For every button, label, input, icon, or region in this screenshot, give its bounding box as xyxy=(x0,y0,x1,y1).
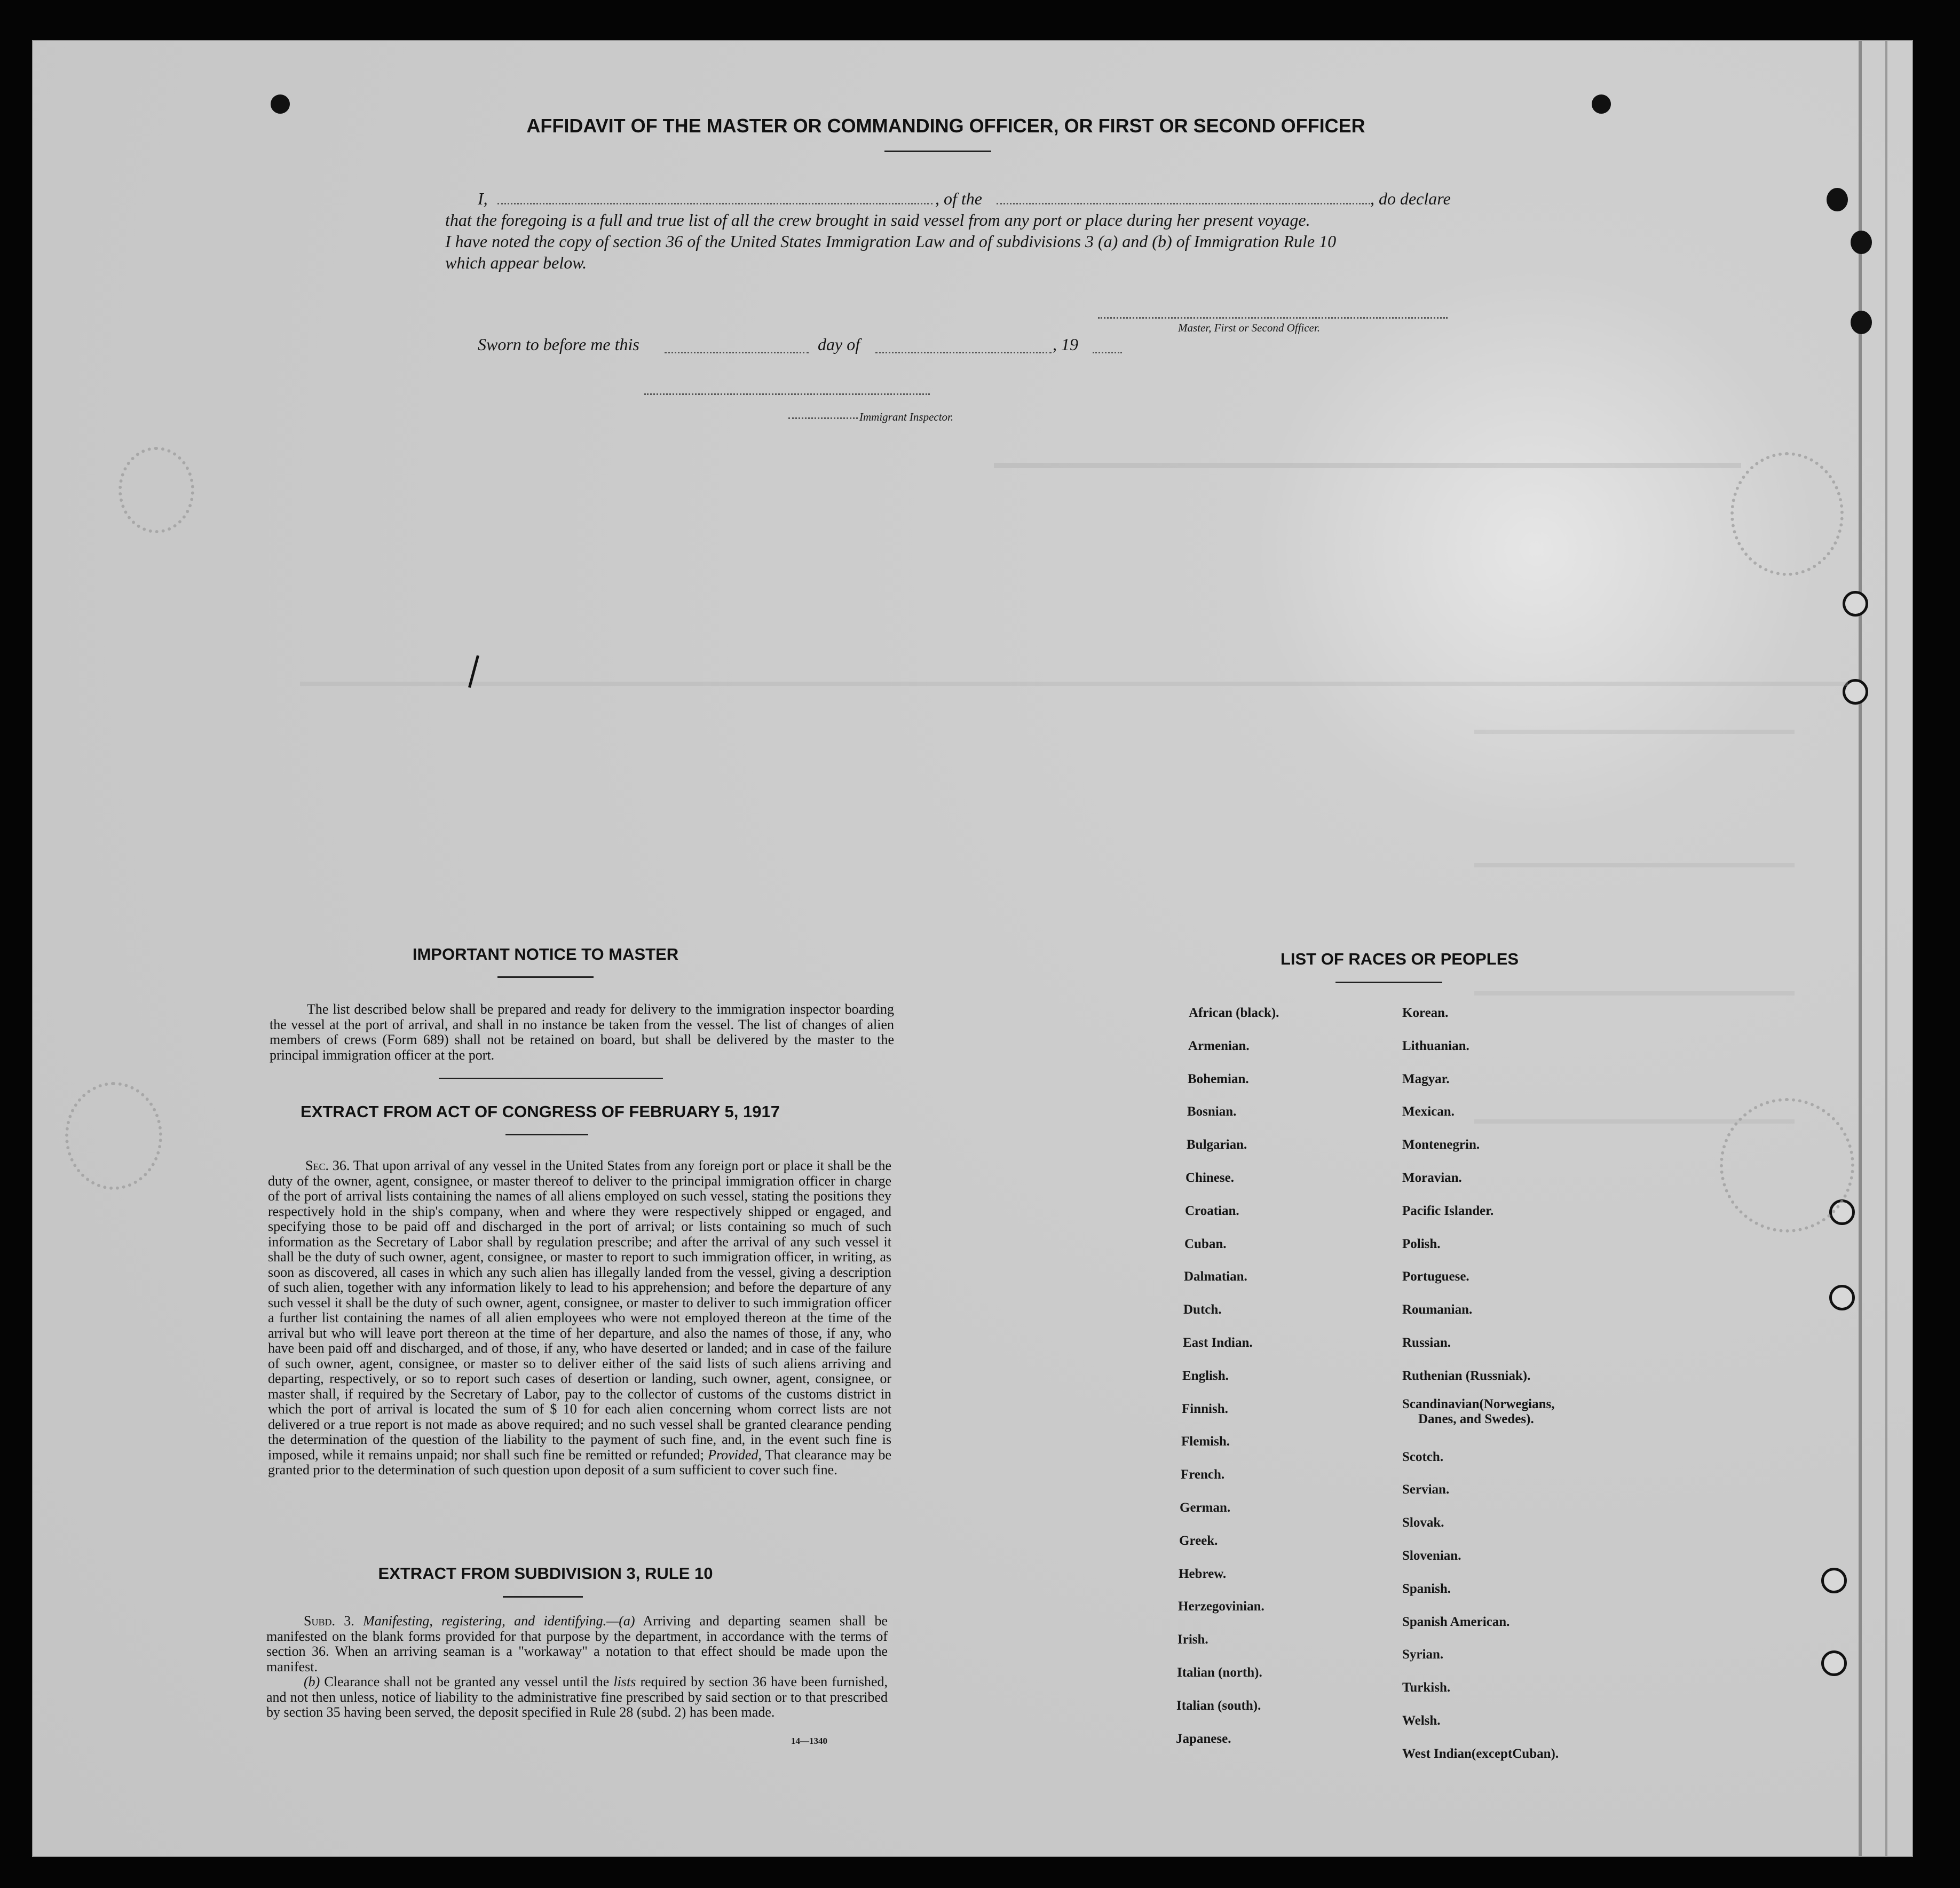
binder-hole xyxy=(1843,591,1868,617)
race-item: Ruthenian (Russniak). xyxy=(1402,1368,1531,1383)
rule-divider xyxy=(503,1596,583,1598)
race-item: Scotch. xyxy=(1402,1449,1444,1464)
rule-extract-title: EXTRACT FROM SUBDIVISION 3, RULE 10 xyxy=(378,1564,713,1583)
race-item: Moravian. xyxy=(1402,1170,1462,1185)
race-item: Cuban. xyxy=(1184,1236,1227,1251)
race-item: Hebrew. xyxy=(1179,1566,1227,1581)
race-item: Lithuanian. xyxy=(1402,1038,1469,1053)
inspector-label-leader[interactable] xyxy=(788,417,858,419)
sworn-year-label: , 19 xyxy=(1053,335,1078,354)
faded-stamp xyxy=(1720,1098,1854,1233)
notice-text xyxy=(270,1002,894,1063)
binder-hole xyxy=(1851,231,1872,254)
race-item: Bohemian. xyxy=(1188,1071,1249,1086)
race-item: Japanese. xyxy=(1176,1731,1231,1746)
race-item: Dutch. xyxy=(1183,1302,1222,1317)
page-edge-strip xyxy=(1885,41,1887,1856)
binder-hole xyxy=(1827,188,1848,211)
sworn-day-label: day of xyxy=(818,335,860,354)
bleed-through-row xyxy=(1474,863,1795,867)
race-item: African (black). xyxy=(1189,1006,1279,1020)
bleed-through-row xyxy=(1474,991,1795,996)
subd-heading: Manifesting, registering, and identifying.—(a) xyxy=(363,1613,635,1629)
race-item: Armenian. xyxy=(1188,1038,1250,1053)
bleed-through-row xyxy=(1474,730,1795,734)
race-item: Flemish. xyxy=(1181,1434,1230,1449)
name-field[interactable] xyxy=(497,203,932,204)
race-item: Spanish American. xyxy=(1402,1614,1510,1629)
binder-hole xyxy=(1829,1285,1855,1310)
affidavit-of-the-label: , of the xyxy=(935,189,982,208)
sworn-month-field[interactable] xyxy=(875,352,1052,353)
race-item: Herzegovinian. xyxy=(1178,1599,1264,1614)
provided-label: Provided, xyxy=(708,1447,762,1463)
race-item: Servian. xyxy=(1402,1482,1450,1497)
subd-label: Subd. 3. xyxy=(304,1613,354,1629)
race-item: West Indian(exceptCuban). xyxy=(1402,1746,1559,1761)
rule-extract-text xyxy=(266,1614,888,1720)
binder-hole xyxy=(1821,1650,1847,1676)
race-item: Bulgarian. xyxy=(1187,1137,1247,1152)
affidavit-line-3: I have noted the copy of section 36 of the United States Immigration Law and of subdivisions 3 (a) and (b) of Immigration Rule 10 xyxy=(445,232,1337,251)
section-divider xyxy=(439,1078,663,1079)
race-item: Magyar. xyxy=(1402,1071,1450,1086)
sworn-year-field[interactable] xyxy=(1093,352,1122,353)
affidavit-line-2: that the foregoing is a full and true list of all the crew brought in said vessel from any port or place during her present voyage. xyxy=(445,210,1310,230)
subd-b-text-2: required by section 36 have been furnished, and not then unless, notice of liability to the administrative fine prescribed by said section or to that prescribed by section 35 having been served, the deposit specified in Rule 28 (subd. 2) has been made. xyxy=(266,1674,888,1720)
race-item: Italian (south). xyxy=(1176,1698,1261,1713)
race-item: Roumanian. xyxy=(1402,1302,1473,1317)
subd-a-text: Arriving and departing seamen shall be manifested on the blank forms provided for that purpose by the department, in accordance with the terms of section 36. When an arriving seaman is a "workaway" a notation to that effect should be made upon the manifest. xyxy=(266,1613,888,1674)
races-column-1 xyxy=(1176,997,1279,1755)
race-item: French. xyxy=(1181,1467,1225,1482)
race-item: Scandinavian(Norwegians, xyxy=(1402,1396,1555,1411)
sworn-date-field[interactable] xyxy=(665,352,809,353)
race-item: Chinese. xyxy=(1186,1170,1234,1185)
race-item: Polish. xyxy=(1402,1236,1441,1251)
provided-text: That clearance may be granted prior to the determination of such question upon deposit of a sum sufficient to cover such fine. xyxy=(268,1447,892,1478)
race-item: Slovenian. xyxy=(1402,1548,1461,1563)
affidavit-title: AFFIDAVIT OF THE MASTER OR COMMANDING OFFICER, OR FIRST OR SECOND OFFICER xyxy=(526,115,1365,137)
vessel-field[interactable] xyxy=(997,203,1370,204)
notice-divider xyxy=(497,976,594,978)
race-item: Irish. xyxy=(1177,1632,1208,1647)
act-extract-title: EXTRACT FROM ACT OF CONGRESS OF FEBRUARY 5, 1917 xyxy=(301,1102,780,1121)
race-item: Greek. xyxy=(1179,1533,1218,1548)
binder-hole xyxy=(271,94,290,114)
form-code: 14—1340 xyxy=(791,1736,827,1746)
affidavit-i-label: I, xyxy=(478,189,488,208)
race-item: Bosnian. xyxy=(1187,1104,1237,1119)
notice-paragraph: The list described below shall be prepared and ready for delivery to the immigration inspector boarding the vessel at the port of arrival, and shall in no instance be taken from the vessel. The list of changes of alien members of crews (Form 689) shall not be retained on board, but shall be delivered by the master to the principal immigration officer at the port. xyxy=(270,1001,894,1063)
race-item: Turkish. xyxy=(1402,1680,1451,1695)
races-title: LIST OF RACES OR PEOPLES xyxy=(1280,950,1519,968)
affidavit-declare-label: , do declare xyxy=(1370,189,1451,208)
race-item: English. xyxy=(1182,1368,1229,1383)
races-divider xyxy=(1335,982,1442,983)
races-column-2 xyxy=(1402,997,1559,1771)
race-item: Korean. xyxy=(1402,1006,1449,1020)
race-item: Croatian. xyxy=(1185,1203,1239,1218)
document-page xyxy=(32,40,1913,1857)
race-item: Finnish. xyxy=(1182,1401,1228,1416)
race-item: Syrian. xyxy=(1402,1647,1444,1662)
sec-label: Sec. 36. xyxy=(305,1158,350,1173)
race-item: Italian (north). xyxy=(1177,1665,1262,1680)
race-item: Welsh. xyxy=(1402,1713,1441,1728)
sworn-label: Sworn to before me this xyxy=(478,335,639,354)
inspector-signature-field[interactable] xyxy=(644,393,930,395)
act-extract-text xyxy=(268,1158,891,1478)
subd-b-text-1: Clearance shall not be granted any vessel until the xyxy=(324,1674,610,1689)
race-item: Slovak. xyxy=(1402,1515,1444,1530)
race-item: Dalmatian. xyxy=(1184,1269,1247,1284)
faded-stamp xyxy=(1730,452,1844,576)
affidavit-line-4: which appear below. xyxy=(445,253,587,272)
race-item: Russian. xyxy=(1402,1335,1451,1350)
signature-field[interactable] xyxy=(1098,317,1448,319)
inspector-label: Immigrant Inspector. xyxy=(859,410,954,423)
race-item: German. xyxy=(1180,1500,1231,1515)
race-item: Portuguese. xyxy=(1402,1269,1469,1284)
race-item: Montenegrin. xyxy=(1402,1137,1480,1152)
race-item: Spanish. xyxy=(1402,1581,1451,1596)
subd-b-lists: lists xyxy=(613,1674,636,1689)
binder-hole xyxy=(1821,1568,1847,1593)
race-item: East Indian. xyxy=(1183,1335,1253,1350)
binder-hole xyxy=(1851,311,1872,334)
act-divider xyxy=(505,1134,588,1135)
bleed-through-row xyxy=(994,463,1741,468)
sec-36-text: That upon arrival of any vessel in the United States from any foreign port or place it shall be the duty of the owner, agent, consignee, or master thereof to deliver to the principal immigration officer in charge of the port of arrival lists containing the names of all aliens employed on such vessel, stating the positions they respectively hold in the ship's company, when and where they were respectively shipped or engaged, and specifying those to be paid off and discharged in the port of arrival; or lists containing so much of such information as the Secretary of Labor shall by regulation prescribe; and after the arrival of any such vessel it shall be the duty of such owner, agent, consignee, or master to report to such immigration officer, in writing, as soon as discovered, all cases in which any such alien has illegally landed from the vessel, giving a description of such alien, together with any information likely to lead to his apprehension; and before the departure of any such vessel it shall be the duty of such owner, agent, consignee, or master to deliver to such immigration officer a further list containing the names of all alien employees who were not employed thereon at the time of the arrival but who will leave port thereon at the time of her departure, and also the names of those, if any, who have been paid off and discharged, and of those, if any, who have deserted or landed; and in case of the failure of such owner, agent, consignee, or master so to deliver either of the said lists of such aliens arriving and departing, respectively, or so to report such cases of desertion or landing, such owner, agent, consignee, or master shall, if required by the Secretary of Labor, pay to the collector of customs of the customs district in which the port of arrival is located the sum of $ 10 for each alien concerning whom correct lists are not delivered or a true report is not made as above required; and no such vessel shall be granted clearance pending the determination of the question of the liability to the payment of such fine, and, in the event such fine is imposed, while it remains unpaid; nor shall such fine be remitted or refunded; xyxy=(268,1158,892,1463)
bleed-through-row xyxy=(300,682,1848,686)
race-item: Danes, and Swedes). xyxy=(1418,1411,1534,1426)
race-item: Mexican. xyxy=(1402,1104,1455,1119)
title-divider xyxy=(884,151,991,152)
binder-hole xyxy=(1592,94,1611,114)
notice-title: IMPORTANT NOTICE TO MASTER xyxy=(412,945,679,963)
faded-stamp xyxy=(118,447,194,533)
subd-b-label: (b) xyxy=(304,1674,320,1689)
signature-label: Master, First or Second Officer. xyxy=(1178,321,1320,334)
faded-stamp xyxy=(65,1082,162,1190)
race-item: Pacific Islander. xyxy=(1402,1203,1494,1218)
